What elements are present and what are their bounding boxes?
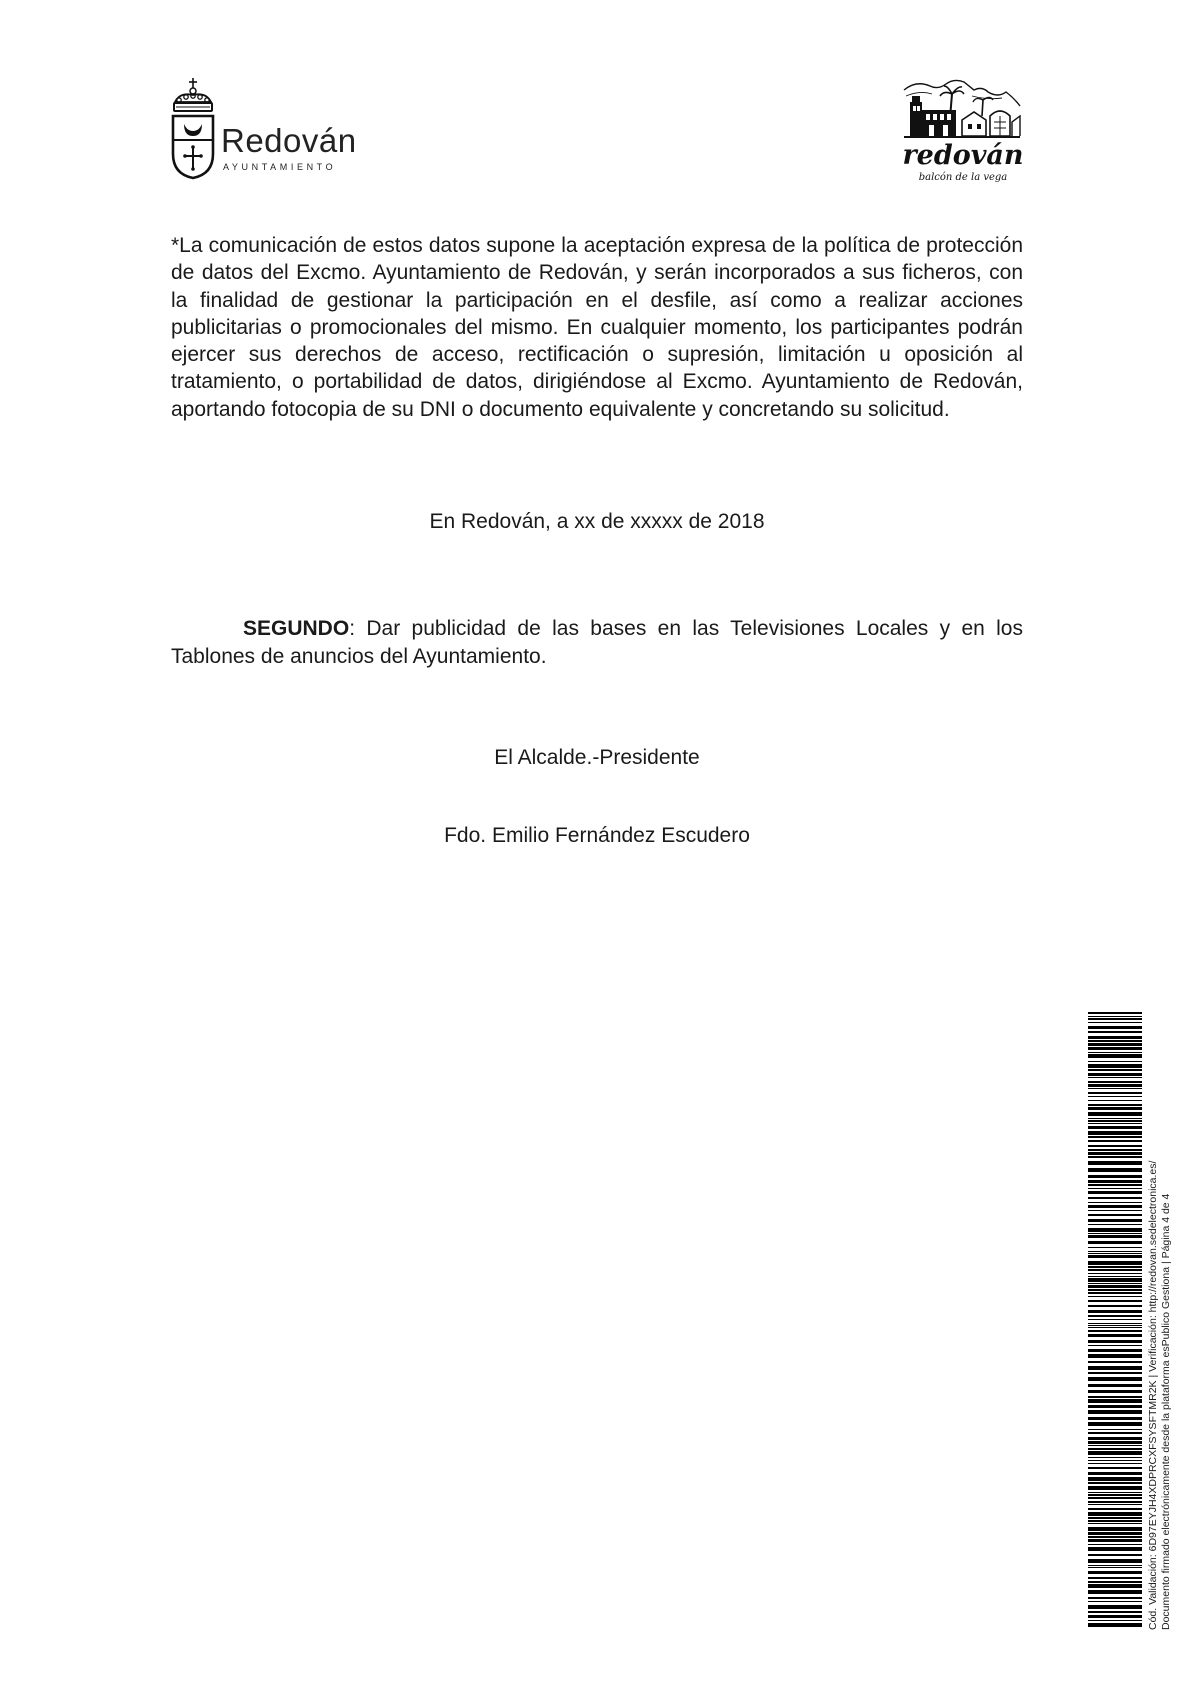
barcode-bar (1088, 1399, 1142, 1403)
barcode-bar (1088, 1214, 1142, 1216)
ayuntamiento-logo (170, 76, 360, 182)
barcode-bar (1088, 1161, 1142, 1165)
barcode-bar (1088, 1451, 1142, 1455)
barcode-bar (1088, 1018, 1142, 1020)
barcode-bar (1088, 1437, 1142, 1440)
barcode-bar (1088, 1405, 1142, 1408)
barcode-bar (1088, 1390, 1142, 1393)
barcode-bar (1088, 1120, 1142, 1122)
barcode-bar (1088, 1319, 1142, 1320)
barcode-bar (1088, 1145, 1142, 1147)
barcode-bar (1088, 1283, 1142, 1284)
barcode-bar (1088, 1581, 1142, 1583)
barcode-bar (1088, 1100, 1142, 1101)
barcode-bar (1088, 1224, 1142, 1225)
barcode-bar (1088, 1492, 1142, 1493)
barcode-bar (1088, 1601, 1142, 1602)
tourism-logo-tagline: balcón de la vega (918, 172, 1008, 183)
barcode-bar (1088, 1565, 1142, 1566)
barcode-bar (1088, 1517, 1142, 1519)
barcode-bar (1088, 1233, 1142, 1234)
barcode-bar (1088, 1073, 1142, 1076)
barcode-bar (1088, 1567, 1142, 1568)
barcode-bar (1088, 1396, 1142, 1398)
barcode-bar (1088, 1251, 1142, 1252)
crest-icon (170, 76, 216, 182)
segundo-text: : Dar publicidad de las bases en las Televisiones Locales y en los Tablones de anuncios del Ayuntamiento. (171, 617, 1023, 668)
barcode-bar (1088, 1300, 1142, 1302)
barcode-bar (1088, 1026, 1142, 1029)
barcode-bar (1088, 1571, 1142, 1574)
barcode-bar (1088, 1325, 1142, 1326)
barcode-bar (1088, 1228, 1142, 1232)
date-line: En Redován, a xx de xxxxx de 2018 (429, 510, 765, 533)
barcode-bar (1088, 1036, 1142, 1039)
barcode-bar (1088, 1323, 1142, 1324)
barcode-bar (1088, 1112, 1142, 1116)
barcode-bar (1088, 1047, 1142, 1050)
barcode-bar (1088, 1107, 1142, 1110)
barcode-bar (1088, 1615, 1142, 1618)
barcode-bar (1088, 1486, 1142, 1490)
barcode-bar (1088, 1191, 1142, 1194)
barcode-bar (1088, 1092, 1142, 1094)
barcode-bar (1088, 1605, 1142, 1609)
barcode-bar (1088, 1305, 1142, 1307)
verification-line-2: Documento firmado electrónicamente desde la plataforma esPublico Gestiona | Página 4 de 4 (1159, 1193, 1172, 1630)
barcode-bar (1088, 1241, 1142, 1244)
barcode-bar (1088, 1494, 1142, 1496)
barcode-bar (1088, 1590, 1142, 1594)
barcode-bar (1088, 1022, 1142, 1023)
barcode-bar (1088, 1219, 1142, 1222)
barcode-bar (1088, 1081, 1142, 1083)
barcode-bar (1088, 1460, 1142, 1461)
barcode-bar (1088, 1131, 1142, 1135)
barcode-bar (1088, 1202, 1142, 1203)
barcode-bar (1088, 1432, 1142, 1434)
signer-role: El Alcalde.-Presidente (494, 746, 700, 769)
barcode-bar (1088, 1088, 1142, 1089)
barcode-bar (1088, 1123, 1142, 1124)
signer-name: Fdo. Emilio Fernández Escudero (444, 824, 750, 847)
barcode-bar (1088, 1477, 1142, 1481)
barcode-bar (1088, 1457, 1142, 1458)
barcode-bar (1088, 1104, 1142, 1106)
barcode-bar (1088, 1118, 1142, 1119)
barcode-bar (1088, 1040, 1142, 1042)
segundo-label: SEGUNDO (243, 617, 350, 640)
barcode-bar (1088, 1327, 1142, 1328)
barcode-bar (1088, 1276, 1142, 1277)
barcode-bar (1088, 1289, 1142, 1291)
barcode-bar (1088, 1043, 1142, 1046)
barcode-bar (1088, 1334, 1142, 1337)
barcode-bar (1088, 1296, 1142, 1297)
barcode-bar (1088, 1508, 1142, 1510)
barcode-bar (1088, 1532, 1142, 1535)
barcode-bar (1088, 1330, 1142, 1332)
barcode-bar (1088, 1467, 1142, 1469)
privacy-notice-paragraph: *La comunicación de estos datos supone la aceptación expresa de la política de protección de datos del Excmo. Ayuntamiento de Redován, y serán incorporados a sus ficheros, con la finalidad de gestionar la participación en el desfile, así como a realizar acciones publicitarias o promocionales del mismo. En cualquier momento, los participantes podrán ejercer sus derechos de acceso, rectificación o supresión, limitación u oposición al tratamiento, o portabilidad de datos, dirigiéndose al Excmo. Ayuntamiento de Redován, aportando fotocopia de su DNI o documento equivalente y concretando su solicitud. (171, 234, 1023, 421)
barcode-bar (1088, 1611, 1142, 1613)
barcode-bar (1088, 1547, 1142, 1551)
barcode-bar (1088, 1156, 1142, 1158)
barcode-bar (1088, 1554, 1142, 1556)
tourism-logo (898, 76, 1028, 182)
barcode-bar (1088, 1152, 1142, 1155)
barcode-bar (1088, 1441, 1142, 1444)
barcode-bar (1088, 1126, 1142, 1129)
barcode-bar (1088, 1349, 1142, 1352)
barcode-bar (1088, 1584, 1142, 1588)
barcode-bar (1088, 1031, 1142, 1033)
verification-line-1: Cód. Validación: 6D97EYJH4XDPRCXFSYSFTMR2K | Verificación: http://redovan.sedelectronica.es/ (1147, 1160, 1159, 1630)
barcode-bar (1088, 1372, 1142, 1374)
barcode-bar (1088, 1210, 1142, 1211)
barcode-bar (1088, 1278, 1142, 1282)
barcode-bar (1088, 1539, 1142, 1542)
town-skyline-icon (902, 76, 1022, 142)
barcode-bar (1088, 1361, 1142, 1363)
barcode-bar (1088, 1417, 1142, 1420)
barcode-bar (1088, 1084, 1142, 1087)
barcode-bar (1088, 1016, 1142, 1017)
barcode-bar (1088, 1597, 1142, 1599)
barcode-bar (1088, 1054, 1142, 1058)
barcode-bar (1088, 1096, 1142, 1097)
barcode-bar (1088, 1255, 1142, 1258)
barcode-bar (1088, 1620, 1142, 1621)
barcode-bar (1088, 1512, 1142, 1516)
barcode-bar (1088, 1077, 1142, 1078)
barcode-bar (1088, 1235, 1142, 1238)
barcode-bar (1088, 1366, 1142, 1370)
tourism-logo-name: redován (902, 140, 1024, 171)
barcode-bar (1088, 1384, 1142, 1387)
barcode-bar (1088, 1536, 1142, 1538)
barcode-bar (1088, 1197, 1142, 1199)
barcode-bar (1088, 1345, 1142, 1346)
barcode-bar (1088, 1482, 1142, 1484)
barcode-bar (1088, 1052, 1142, 1053)
barcode-bar (1088, 1175, 1142, 1178)
barcode-bar (1088, 1253, 1142, 1254)
barcode-bar (1088, 1315, 1142, 1317)
barcode-bar (1088, 1340, 1142, 1343)
barcode-bar (1088, 1504, 1142, 1505)
barcode-bar (1088, 1354, 1142, 1358)
barcode-bar (1088, 1205, 1142, 1208)
barcode-bar (1088, 1012, 1142, 1014)
barcode-bar (1088, 1269, 1142, 1271)
barcode-bar (1088, 1285, 1142, 1288)
barcode-bar (1088, 1429, 1142, 1430)
barcode-bar (1088, 1064, 1142, 1068)
barcode-bar (1088, 1188, 1142, 1189)
barcode-bar (1088, 1472, 1142, 1475)
barcode-bar (1088, 1577, 1142, 1579)
barcode-bar (1088, 1273, 1142, 1274)
barcode-bar (1088, 1410, 1142, 1414)
barcode-bar (1088, 1168, 1142, 1172)
ayuntamiento-logo-subtitle: AYUNTAMIENTO (223, 162, 337, 172)
barcode-bar (1088, 1501, 1142, 1503)
barcode-bar (1088, 1377, 1142, 1381)
barcode-bar (1088, 1527, 1142, 1531)
barcode-bar (1088, 1544, 1142, 1545)
barcode-bar (1088, 1422, 1142, 1426)
barcode-bar (1088, 1523, 1142, 1524)
barcode-bar (1088, 1136, 1142, 1138)
barcode-bar (1088, 1069, 1142, 1071)
barcode-bar (1088, 1149, 1142, 1151)
barcode-bar (1088, 1463, 1142, 1464)
barcode-bar (1088, 1448, 1142, 1450)
verification-barcode (1088, 1012, 1142, 1632)
barcode-bar (1088, 1520, 1142, 1522)
barcode-bar (1088, 1559, 1142, 1563)
barcode-bar (1088, 1623, 1142, 1627)
barcode-bar (1088, 1140, 1142, 1142)
ayuntamiento-logo-name: Redován (221, 122, 357, 159)
barcode-bar (1088, 1310, 1142, 1313)
barcode-bar (1088, 1261, 1142, 1265)
verification-text (1147, 1010, 1172, 1630)
barcode-bar (1088, 1184, 1142, 1186)
barcode-bar (1088, 1266, 1142, 1268)
barcode-bar (1088, 1292, 1142, 1294)
barcode-bar (1088, 1497, 1142, 1499)
barcode-bar (1088, 1180, 1142, 1183)
barcode-bar (1088, 1445, 1142, 1446)
barcode-bar (1088, 1061, 1142, 1062)
segundo-paragraph (171, 615, 1023, 671)
barcode-bar (1088, 1247, 1142, 1248)
